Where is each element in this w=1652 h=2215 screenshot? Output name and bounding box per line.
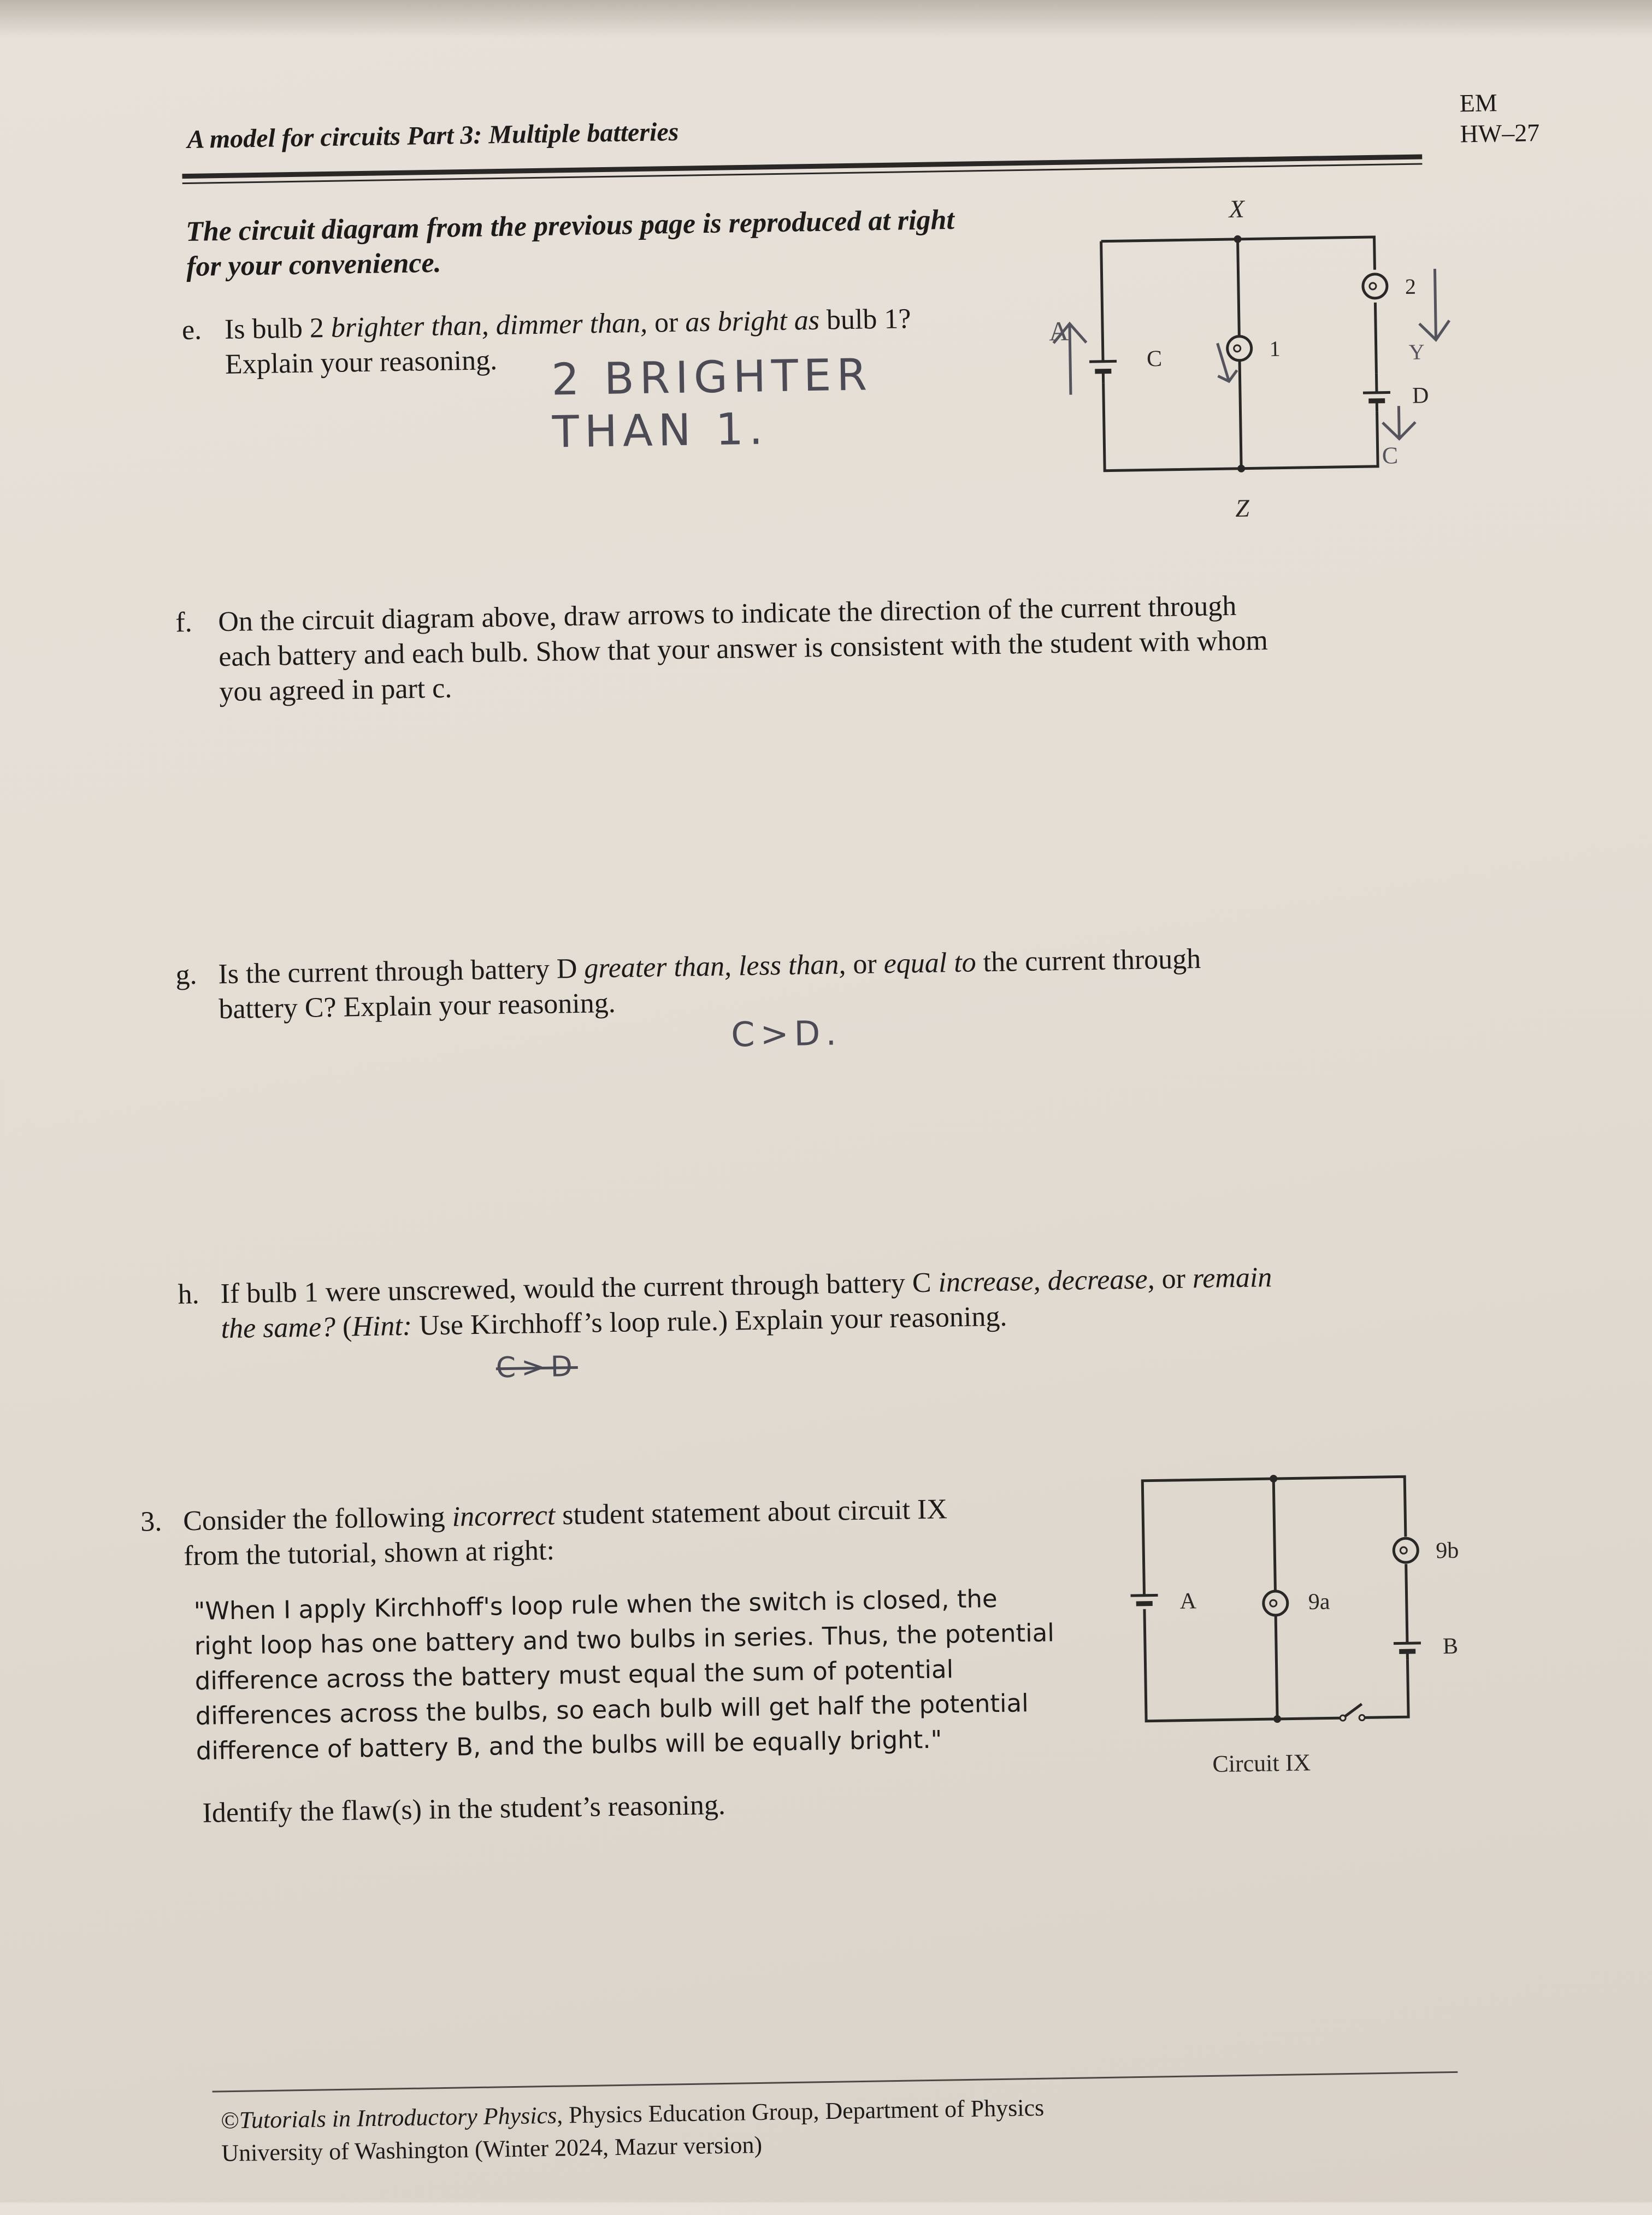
question-g xyxy=(175,942,1202,1027)
hand-arrow-battery-d-icon xyxy=(1382,406,1415,439)
page-title: A model for circuits Part 3: Multiple batteries xyxy=(187,117,679,155)
bulb-9a-icon xyxy=(1263,1591,1288,1616)
label-battery-a: A xyxy=(1179,1588,1197,1614)
intro-line-2: for your convenience. xyxy=(186,238,955,285)
footer-book-title: Tutorials in Introductory Physics xyxy=(239,2102,557,2134)
wire-ix-bottom xyxy=(1144,1606,1343,1721)
question-e-text-4: as bright as xyxy=(685,305,819,338)
junction-ix-top-dot xyxy=(1270,1475,1277,1482)
question-e-text-1: Is bulb 2 xyxy=(224,312,331,345)
bulb-2-icon xyxy=(1363,274,1388,299)
question-f-label: f. xyxy=(175,605,219,640)
bulb-2-filament-icon xyxy=(1370,283,1376,290)
handwritten-answer-h: C>D xyxy=(495,1350,578,1384)
question-g-text-1: Is the current through battery D xyxy=(218,953,585,990)
question-e-label: e. xyxy=(181,312,225,348)
junction-z-dot xyxy=(1237,465,1245,472)
question-3 xyxy=(140,1492,948,1574)
wire-right-mid xyxy=(1375,303,1376,374)
intro-text xyxy=(186,203,955,285)
circuit-ix-diagram xyxy=(1099,1454,1497,1787)
student-quote-line: difference across the battery must equal the sum of potential xyxy=(194,1650,1055,1699)
handwritten-answer-e-line-2: THAN 1. xyxy=(552,401,874,458)
question-3-label: 3. xyxy=(140,1504,184,1539)
question-3-line-2: from the tutorial, shown at right: xyxy=(141,1527,948,1574)
handwritten-answer-g: C>D. xyxy=(731,1013,842,1054)
student-quote-line: differences across the bulbs, so each bulb will get half the potential xyxy=(195,1685,1055,1734)
question-h-label: h. xyxy=(178,1277,221,1312)
student-quote-line: right loop has one battery and two bulbs in series. Thus, the potential xyxy=(194,1615,1054,1664)
question-e-text-2: brighter than, dimmer than, xyxy=(331,308,647,344)
page-code-bottom: HW–27 xyxy=(1460,117,1540,149)
circuit-diagram-top xyxy=(1035,181,1477,537)
footer-copyright-symbol: © xyxy=(221,2107,239,2134)
bulb-9a-filament-icon xyxy=(1270,1600,1277,1606)
handwritten-answer-e xyxy=(551,349,874,458)
question-h-text-5: the same? xyxy=(221,1312,335,1344)
wire-left xyxy=(1101,241,1103,362)
question-3-text-2: incorrect xyxy=(452,1500,556,1533)
label-z: Z xyxy=(1235,494,1250,522)
page-code-top: EM xyxy=(1459,87,1539,119)
question-h-text-3: or xyxy=(1154,1263,1193,1295)
junction-x-dot xyxy=(1234,235,1241,243)
footer-line-2: University of Washington (Winter 2024, Mazur version) xyxy=(221,2124,1045,2170)
question-g-text-5: the current through xyxy=(976,943,1201,978)
handwritten-answer-e-line-1: 2 BRIGHTER xyxy=(551,349,873,406)
battery-c xyxy=(1089,361,1117,383)
question-e-text-3: or xyxy=(647,307,686,339)
wire-ix-right-mid xyxy=(1406,1564,1407,1643)
label-bulb-1: 1 xyxy=(1269,336,1281,361)
switch-pivot-icon xyxy=(1340,1715,1346,1721)
circuit-ix-caption: Circuit IX xyxy=(1212,1749,1311,1777)
question-f-line-3: you agreed in part c. xyxy=(176,658,1268,710)
question-g-label: g. xyxy=(175,957,219,993)
hand-letter-a: A xyxy=(1049,316,1069,347)
junction-ix-bottom-dot xyxy=(1273,1715,1281,1723)
bulb-1-icon xyxy=(1227,336,1252,361)
wire-middle-lower xyxy=(1240,359,1241,469)
bulb-9b-icon xyxy=(1394,1538,1418,1563)
student-quote xyxy=(193,1580,1056,1769)
label-bulb-9b: 9b xyxy=(1436,1538,1459,1564)
hand-arrow-right-icon xyxy=(1418,269,1449,340)
question-h-text-2: increase, decrease, xyxy=(938,1263,1155,1298)
question-g-text-2: greater than, less than, xyxy=(584,949,846,984)
question-e-text-5: bulb 1? xyxy=(819,303,911,336)
question-h-text-6: ( xyxy=(335,1311,352,1342)
question-g-text-3: or xyxy=(846,948,884,980)
question-f-line-2: each battery and each bulb. Show that your answer is consistent with the student with whom xyxy=(176,623,1268,675)
question-h-text-4: remain xyxy=(1192,1262,1272,1294)
question-g-line-2: battery C? Explain your reasoning. xyxy=(176,977,1202,1027)
battery-d xyxy=(1362,373,1390,412)
question-g-text-4: equal to xyxy=(883,947,976,979)
bulb-1-filament-icon xyxy=(1234,345,1241,352)
question-h-text-7: Hint: xyxy=(352,1310,412,1343)
label-bulb-9a: 9a xyxy=(1308,1589,1330,1615)
switch-contact-icon xyxy=(1359,1715,1365,1720)
question-3-prompt: Identify the flaw(s) in the student’s reasoning. xyxy=(202,1788,725,1831)
wire-ix-middle-lower xyxy=(1276,1615,1277,1719)
battery-a xyxy=(1131,1595,1158,1604)
hand-letter-c: C xyxy=(1382,442,1398,469)
battery-b xyxy=(1394,1643,1421,1660)
label-battery-b: B xyxy=(1443,1634,1459,1659)
label-bulb-2: 2 xyxy=(1405,274,1417,299)
footer-rule xyxy=(213,2071,1458,2093)
hand-letter-y: Y xyxy=(1408,339,1425,364)
question-e-line-2: Explain your reasoning. xyxy=(182,336,912,383)
question-h-text-8: Use Kirchhoff’s loop rule.) Explain your reasoning. xyxy=(412,1301,1007,1342)
page-code xyxy=(1459,87,1539,149)
question-3-text-3: student statement about circuit IX xyxy=(555,1493,948,1531)
question-f xyxy=(175,588,1268,710)
wire-ix-middle-upper xyxy=(1273,1479,1275,1591)
question-f-line-1: On the circuit diagram above, draw arrows to indicate the direction of the current through xyxy=(218,590,1237,637)
bulb-9b-filament-icon xyxy=(1400,1547,1407,1554)
question-h-text-1: If bulb 1 were unscrewed, would the current through battery C xyxy=(220,1267,939,1310)
question-3-text-1: Consider the following xyxy=(183,1502,452,1537)
student-quote-line: difference of battery B, and the bulbs will be equally bright." xyxy=(196,1720,1056,1769)
footer xyxy=(221,2092,1045,2170)
question-h xyxy=(178,1260,1273,1347)
wire-ix-right-bottom xyxy=(1361,1659,1408,1717)
label-battery-d: D xyxy=(1412,383,1429,408)
wire-middle-upper xyxy=(1238,239,1240,338)
intro-line-1: The circuit diagram from the previous page is reproduced at right xyxy=(186,203,955,250)
footer-publisher: , Physics Education Group, Department of Physics xyxy=(557,2094,1045,2129)
label-x: X xyxy=(1228,195,1246,223)
label-battery-c: C xyxy=(1147,346,1163,371)
student-quote-line: "When I apply Kirchhoff's loop rule when the switch is closed, the xyxy=(193,1580,1054,1629)
